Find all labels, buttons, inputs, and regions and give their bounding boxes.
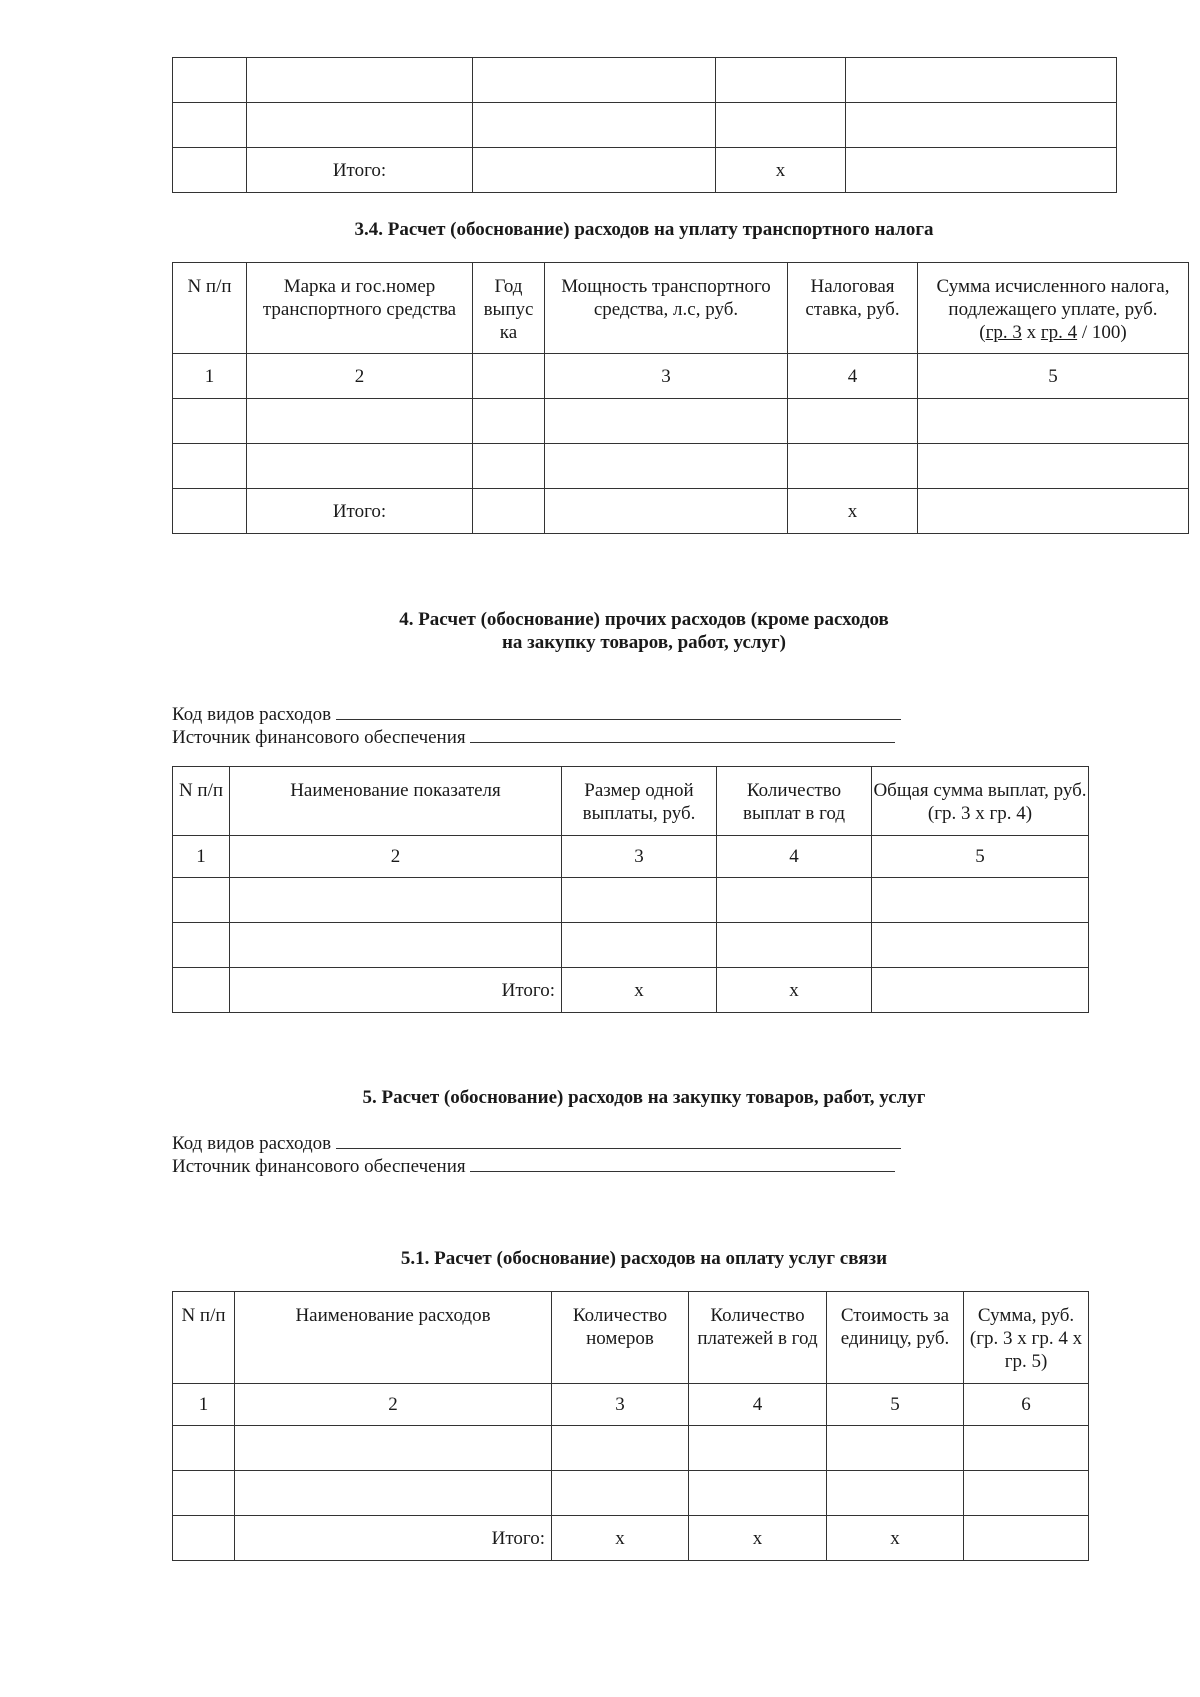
cell	[173, 148, 247, 193]
funding-source-line[interactable]	[470, 1153, 895, 1172]
cell	[173, 58, 247, 103]
cell	[717, 878, 872, 923]
cell	[918, 444, 1189, 489]
col-number: 4	[689, 1384, 827, 1426]
header-tax-sum	[918, 263, 1189, 354]
section-3-4-title: 3.4. Расчет (обоснование) расходов на уплату транспортного налога	[354, 219, 934, 240]
header-tax-sum-line1: Сумма исчисленного налога,	[936, 276, 1170, 297]
col-number: 1	[173, 836, 230, 878]
total-row	[173, 1516, 1089, 1561]
col-number: 6	[964, 1384, 1089, 1426]
total-row	[173, 489, 1189, 534]
cell	[545, 399, 788, 444]
cell	[247, 399, 473, 444]
funding-source-field	[172, 724, 895, 749]
cell	[173, 1426, 235, 1471]
cell	[473, 399, 545, 444]
cell	[689, 1426, 827, 1471]
header-number: N п/п	[173, 263, 247, 354]
cell	[173, 489, 247, 534]
header-unit-cost: Стоимость за единицу, руб.	[827, 1292, 964, 1384]
funding-source-label: Источник финансового обеспечения	[172, 727, 466, 748]
transport-tax-table	[172, 262, 1189, 534]
header-year: Год выпус ка	[473, 263, 545, 354]
expense-code-label: Код видов расходов	[172, 704, 332, 725]
header-tax-sum-line2: подлежащего уплате, руб.	[948, 299, 1158, 320]
col-number: 1	[173, 354, 247, 399]
total-label: Итого:	[235, 1516, 552, 1561]
total-label: Итого:	[247, 148, 473, 193]
cell	[545, 489, 788, 534]
cell	[247, 103, 473, 148]
section-4-title-line2: на закупку товаров, работ, услуг)	[501, 632, 787, 653]
col-number: 2	[247, 354, 473, 399]
header-payment-size: Размер одной выплаты, руб.	[562, 767, 717, 836]
cell	[846, 58, 1117, 103]
header-payments-count: Количество платежей в год	[689, 1292, 827, 1384]
col-number: 5	[918, 354, 1189, 399]
cell-x: х	[689, 1516, 827, 1561]
cell	[173, 103, 247, 148]
formula-link-g4[interactable]: гр. 4	[1040, 322, 1078, 343]
expense-code-label: Код видов расходов	[172, 1133, 332, 1154]
funding-source-label: Источник финансового обеспечения	[172, 1156, 466, 1177]
other-expenses-table	[172, 766, 1089, 1013]
cell	[788, 444, 918, 489]
cell	[230, 923, 562, 968]
cell	[964, 1516, 1089, 1561]
cell	[918, 399, 1189, 444]
col-number: 5	[872, 836, 1089, 878]
cell	[552, 1426, 689, 1471]
funding-source-field	[172, 1153, 895, 1178]
cell	[473, 489, 545, 534]
cell-x: х	[552, 1516, 689, 1561]
cell	[788, 399, 918, 444]
header-rate: Налоговая ставка, руб.	[788, 263, 918, 354]
cell	[473, 58, 716, 103]
communication-services-table	[172, 1291, 1089, 1561]
table-row	[173, 1426, 1089, 1471]
expense-code-field	[172, 701, 901, 726]
cell	[872, 968, 1089, 1013]
table-row	[173, 399, 1189, 444]
formula-link-g3[interactable]: гр. 3	[985, 322, 1022, 343]
formula-close: / 100)	[1077, 322, 1127, 343]
formula-open: (	[979, 322, 986, 343]
cell	[964, 1426, 1089, 1471]
cell	[689, 1471, 827, 1516]
header-brand: Марка и гос.номер транспортного средства	[247, 263, 473, 354]
header-power: Мощность транспортного средства, л.с, руб.	[545, 263, 788, 354]
cell	[247, 58, 473, 103]
col-number: 1	[173, 1384, 235, 1426]
header-number: N п/п	[173, 1292, 235, 1384]
cell	[173, 399, 247, 444]
section-4-title-line1: 4. Расчет (обоснование) прочих расходов (кроме расходов	[399, 609, 889, 630]
cell	[872, 923, 1089, 968]
table-row	[173, 1471, 1089, 1516]
cell	[964, 1471, 1089, 1516]
col-number: 2	[230, 836, 562, 878]
expense-code-line[interactable]	[336, 1130, 901, 1149]
expense-code-line[interactable]	[336, 701, 901, 720]
header-expense-name: Наименование расходов	[235, 1292, 552, 1384]
col-number: 4	[788, 354, 918, 399]
header-payment-count: Количество выплат в год	[717, 767, 872, 836]
col-number: 3	[552, 1384, 689, 1426]
cell	[173, 1471, 235, 1516]
cell	[827, 1426, 964, 1471]
cell	[473, 103, 716, 148]
cell	[173, 444, 247, 489]
cell	[235, 1426, 552, 1471]
cell	[173, 923, 230, 968]
header-numbers-count: Количество номеров	[552, 1292, 689, 1384]
cell	[846, 148, 1117, 193]
total-label: Итого:	[230, 968, 562, 1013]
cell	[173, 1516, 235, 1561]
cell	[235, 1471, 552, 1516]
header-indicator: Наименование показателя	[230, 767, 562, 836]
table-row	[173, 923, 1089, 968]
cell	[247, 444, 473, 489]
expense-code-field	[172, 1130, 901, 1155]
cell	[562, 878, 717, 923]
col-number: 4	[717, 836, 872, 878]
cell	[552, 1471, 689, 1516]
header-total-sum: Общая сумма выплат, руб. (гр. 3 х гр. 4)	[872, 767, 1089, 836]
cell	[717, 923, 872, 968]
table-row	[173, 444, 1189, 489]
cell	[473, 444, 545, 489]
header-number: N п/п	[173, 767, 230, 836]
col-number	[473, 354, 545, 399]
section-5-title: 5. Расчет (обоснование) расходов на закупку товаров, работ, услуг	[362, 1087, 926, 1108]
cell	[918, 489, 1189, 534]
cell	[545, 444, 788, 489]
table-row	[173, 878, 1089, 923]
cell	[173, 968, 230, 1013]
col-number: 3	[545, 354, 788, 399]
total-label: Итого:	[247, 489, 473, 534]
section-4-title	[172, 608, 1116, 654]
cell	[473, 148, 716, 193]
cell-x: х	[717, 968, 872, 1013]
col-number: 2	[235, 1384, 552, 1426]
cell-x: х	[827, 1516, 964, 1561]
funding-source-line[interactable]	[470, 724, 895, 743]
formula-x: х	[1021, 322, 1041, 343]
cell	[716, 58, 846, 103]
cell	[872, 878, 1089, 923]
cell	[846, 103, 1117, 148]
cell	[716, 103, 846, 148]
col-number: 3	[562, 836, 717, 878]
header-sum: Сумма, руб. (гр. 3 х гр. 4 х гр. 5)	[964, 1292, 1089, 1384]
total-row	[173, 968, 1089, 1013]
cell-x: х	[716, 148, 846, 193]
cell	[173, 878, 230, 923]
cell-x: х	[788, 489, 918, 534]
cell	[827, 1471, 964, 1516]
cell	[562, 923, 717, 968]
top-table	[172, 57, 1117, 193]
cell-x: х	[562, 968, 717, 1013]
cell	[230, 878, 562, 923]
section-5-1-title: 5.1. Расчет (обоснование) расходов на оплату услуг связи	[400, 1248, 888, 1269]
col-number: 5	[827, 1384, 964, 1426]
